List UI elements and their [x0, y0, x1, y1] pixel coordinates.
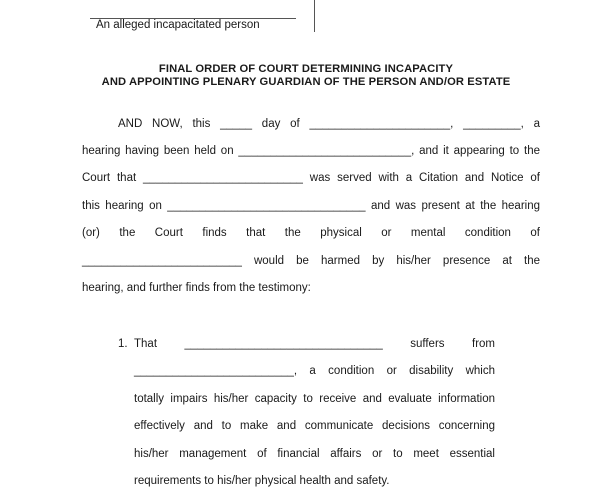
- item-number: 1.: [118, 338, 128, 350]
- body-line-6: _________________________ would be harmed by his/her presence at the: [82, 255, 540, 267]
- caption-divider: [314, 0, 315, 32]
- body-line-7: hearing, and further finds from the testimony:: [82, 282, 311, 294]
- document-title-line-1: FINAL ORDER OF COURT DETERMINING INCAPACITY: [158, 63, 454, 75]
- caption-label: An alleged incapacitated person: [96, 19, 260, 31]
- body-line-2: hearing having been held on ___________________________, and it appearing to the: [82, 145, 540, 157]
- body-line-3: Court that _________________________ was served with a Citation and Notice of: [82, 172, 540, 184]
- item-line-3: effectively and to make and communicate decisions concerning: [134, 420, 495, 432]
- document-title-line-2: AND APPOINTING PLENARY GUARDIAN OF THE PERSON AND/OR ESTATE: [101, 76, 511, 88]
- body-line-4: this hearing on _______________________________ and was present at the hearing: [82, 200, 540, 212]
- body-line-5: (or) the Court finds that the physical or mental condition of: [82, 227, 540, 239]
- body-line-1: AND NOW, this _____ day of ______________________, _________, a: [118, 118, 540, 130]
- item-line-1: _________________________, a condition or disability which: [134, 365, 495, 377]
- item-line-5: requirements to his/her physical health and safety.: [134, 475, 390, 487]
- item-line-4: his/her management of financial affairs or to meet essential: [134, 448, 495, 460]
- item-first-line: That _______________________________ suffers from: [134, 338, 495, 350]
- item-line-2: totally impairs his/her capacity to receive and evaluate information: [134, 393, 495, 405]
